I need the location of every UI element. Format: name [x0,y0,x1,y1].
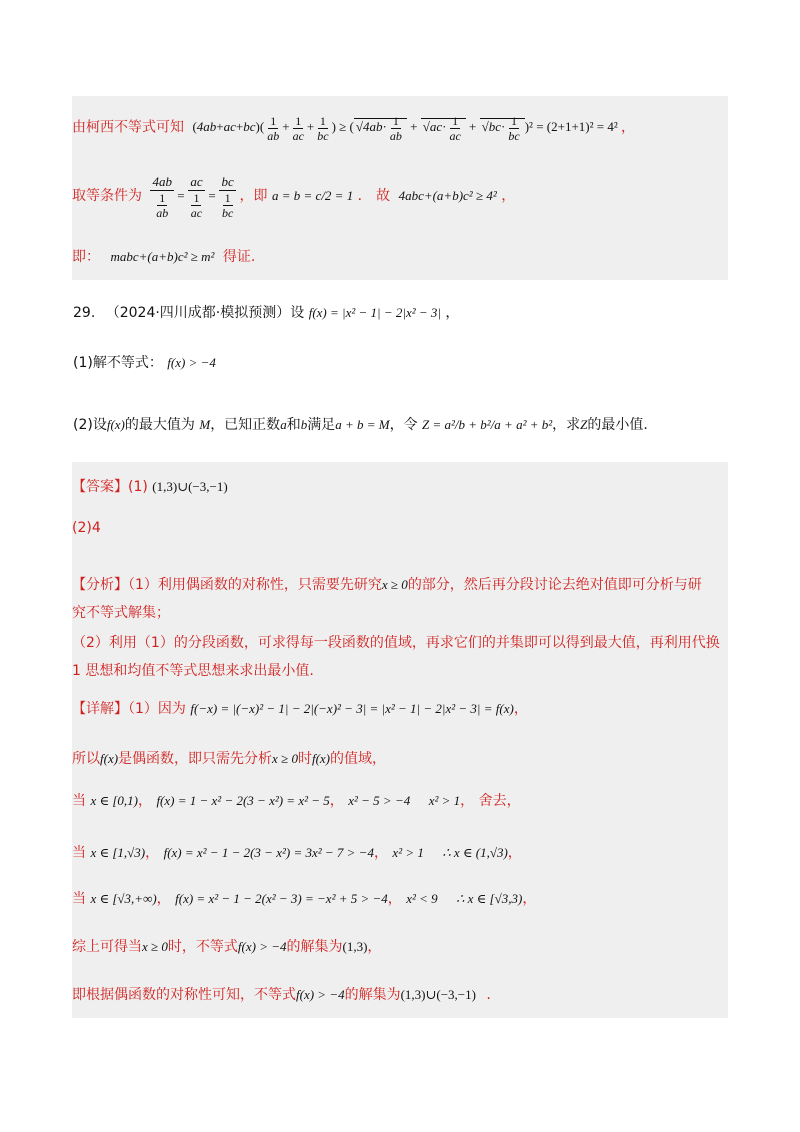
detail-label: 【详解】 [72,701,128,717]
case3-function: f(x) = x² − 1 − 2(x² − 3) = −x² + 5 > −4 [175,891,388,906]
case1-line [72,790,521,810]
equality-result: 4abc+(a+b)c² ≥ 4² [398,187,497,203]
case1-sep1: ， [137,793,152,809]
case3-domain: x ∈ [√3,+∞) [90,891,157,906]
case2-dang: 当 [72,845,86,861]
case2-domain: x ∈ [1,√3) [90,845,146,860]
case1-inequality: x² − 5 > −4 [348,793,411,808]
answer-p1-value: (1,3)∪(−3,−1) [152,479,228,494]
answer-line [72,476,228,496]
analysis-line3 [72,632,720,652]
detail-fx2: f(x) [311,751,330,766]
part2-Z: Z [580,417,588,432]
conclusion-tail: 得证. [222,249,256,265]
equality-value: a = b = c/2 = 1 [272,187,354,203]
part2-M: M [199,417,211,432]
detail-text2d: 的值域， [330,751,386,767]
problem-source: （2024·四川成都·模拟预测）设 [105,305,305,321]
final-line [72,984,491,1004]
cauchy-formula: (4ab+ac+bc)( $\frac{1}{ab}$ + $\frac{1}{ac}$ + $\frac{1}{bc}$ ) ≥ ( √4ab· $\frac{1}{ab}$ + √ac· $\frac{1}{ac}$ + √bc· $\frac{1}{bc}$ )² = (2+1+1)² = 4² [192,114,621,143]
case1-result: x² > 1 [428,793,461,808]
part2-Z-def: Z = a²/b + b²/a + a² + b² [422,417,553,432]
case3-sep1: ， [156,891,171,907]
analysis-text2: 究不等式解集； [72,605,170,621]
part2-sum-eq: a + b = M [335,417,390,432]
answer-p2: (2)4 [72,520,101,536]
summary-sep: ， [367,939,382,955]
detail-text2c: 时 [297,751,312,767]
equality-gu: ． 故 [357,187,391,204]
case3-line [72,888,536,908]
case2-sep2: ， [373,845,388,861]
case1-sep4: ， [506,793,521,809]
part2-text-c: ，已知正数 [210,417,281,433]
final-inequality: f(x) > −4 [296,987,345,1002]
equality-fractions: $\frac{4ab}{\frac{1}{ab}}$ = $\frac{ac}{\frac{1}{ac}}$ = $\frac{bc}{\frac{1}{bc}}$ [152,174,234,220]
part2-text-a: (2)设 [73,417,107,433]
part2-text-f: ，求 [552,417,581,433]
case2-function: f(x) = x² − 1 − 2(3 − x²) = 3x² − 7 > −4 [163,845,374,860]
equality-comma: ， [501,187,516,204]
part2-fx: f(x) [106,417,125,432]
analysis-text1b: 的部分，然后再分段讨论去绝对值即可分析与研 [407,577,702,593]
case1-reject: 舍去 [478,793,507,809]
equality-lead: 取等条件为 [72,187,142,204]
part2-text-g: 的最小值. [587,417,648,433]
detail-fx: f(x) [100,751,119,766]
case3-sep2: ， [387,891,402,907]
conclusion-formula: mabc+(a+b)c² ≥ m² [110,249,215,264]
case2-solution: ∴ x ∈ (1,√3) [442,845,508,860]
analysis-label: 【分析】 [72,577,128,593]
final-set: (1,3)∪(−3,−1) [400,987,476,1002]
part2-a: a [280,417,287,432]
summary-text-a: 综上可得当 [72,939,142,955]
detail-text2a: 所以 [72,751,100,767]
summary-text-b: 时，不等式 [167,939,238,955]
equality-ji: ，即 [239,187,268,204]
case2-line [72,842,522,862]
detail-text1: （1）因为 [128,701,186,717]
analysis-text4: 1 思想和均值不等式思想来求出最小值. [72,663,314,679]
problem-header [73,302,459,322]
equality-line [72,174,515,220]
summary-text-c: 的解集为 [286,939,343,955]
answer-p2-line [72,520,101,536]
problem-function: f(x) = |x² − 1| − 2|x² − 3| [308,305,441,320]
part1-label: (1)解不等式： [73,355,163,371]
problem-part2 [73,414,648,434]
summary-inequality: f(x) > −4 [237,939,287,954]
case1-function: f(x) = 1 − x² − 2(3 − x²) = x² − 5 [156,793,330,808]
conclusion-lead: 即： [72,249,100,265]
case3-dang: 当 [72,891,86,907]
detail-even-formula: f(−x) = |(−x)² − 1| − 2|(−x)² − 3| = |x² − 1| − 2|x² − 3| = f(x) [190,701,514,716]
analysis-text1: （1）利用偶函数的对称性，只需要先研究 [128,577,382,593]
analysis-cond: x ≥ 0 [381,577,408,592]
case2-sep3: ， [507,845,522,861]
summary-set: (1,3) [342,939,368,954]
final-dot: . [486,987,491,1003]
part2-b: b [300,417,308,432]
detail-cond: x ≥ 0 [272,751,298,766]
summary-line [72,936,381,956]
part2-text-e: ，令 [389,417,418,433]
summary-cond: x ≥ 0 [142,939,168,954]
problem-number: 29. [73,305,96,321]
part2-text-d: 满足 [307,417,336,433]
case3-sep3: ， [522,891,537,907]
case1-sep2: ， [329,793,344,809]
case1-dang: 当 [72,793,86,809]
case1-domain: x ∈ [0,1) [90,793,138,808]
cauchy-lead: 由柯西不等式可知 [72,119,184,136]
part2-and: 和 [286,417,301,433]
part2-text-b: 的最大值为 [124,417,195,433]
detail-comma1: ， [513,701,528,717]
case3-solution: ∴ x ∈ [√3,3) [456,891,523,906]
final-text-b: 的解集为 [344,987,401,1003]
analysis-line1 [72,574,702,594]
problem-part1 [73,352,216,372]
conclusion-line [72,246,255,266]
solution-block-top [72,96,728,280]
case2-sep1: ， [145,845,160,861]
detail-line2 [72,748,386,768]
detail-text2b: 是偶函数，即只需先分析 [118,751,273,767]
analysis-text3: （2）利用（1）的分段函数，可求得每一段函数的值域，再求它们的并集即可以得到最大值，再利用代换 [72,635,720,651]
final-text-a: 即根据偶函数的对称性可知，不等式 [72,987,296,1003]
case3-result: x² < 9 [406,891,438,906]
cauchy-line [72,114,635,143]
analysis-line2 [72,602,170,622]
answer-p1: (1) [128,479,148,495]
cauchy-comma: ， [620,119,635,136]
analysis-line4 [72,660,314,680]
part1-inequality: f(x) > −4 [167,355,216,370]
answer-label: 【答案】 [72,479,128,495]
problem-end-comma: ， [445,305,460,321]
case1-sep3: ， [460,793,475,809]
solution-block-bottom [72,462,728,1018]
case2-result: x² > 1 [392,845,424,860]
detail-line1 [72,698,528,718]
